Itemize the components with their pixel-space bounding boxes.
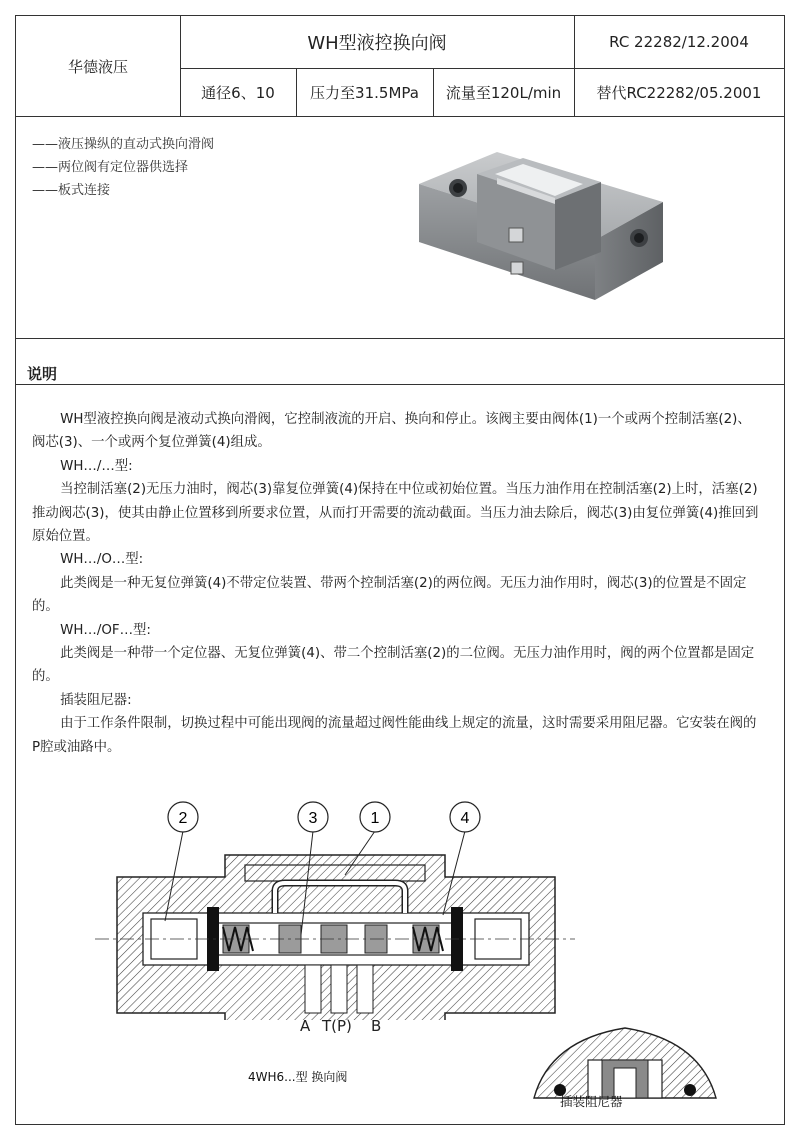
spec-replace: 替代RC22282/05.2001 [596, 83, 762, 102]
feature-item: ——板式连接 [32, 183, 111, 198]
port-label: T(P) [322, 1017, 352, 1035]
divider [180, 16, 181, 116]
callout-label: 2 [178, 810, 188, 827]
feature-item: ——两位阀有定位器供选择 [32, 160, 189, 175]
divider [296, 68, 297, 116]
doc-title: WH型液控换向阀 [307, 33, 447, 54]
description-subheading: WH…/O…型: [60, 552, 144, 568]
valve-product-photo [405, 150, 675, 315]
description-subheading: WH…/OF…型: [60, 622, 151, 638]
port-label: B [371, 1017, 382, 1035]
divider [16, 338, 784, 339]
description-paragraph: WH型液控换向阀是液动式换向滑阀，它控制液流的开启、换向和停止。该阀主要由阀体(1)一个或两个控制活塞(2)、阀芯(3)、一个或两个复位弹簧(4)组成。 [32, 412, 751, 451]
divider [16, 116, 784, 117]
damper-detail-drawing [530, 1020, 720, 1100]
description-subheading: WH…/…型: [60, 458, 133, 474]
description-paragraph: 由于工作条件限制，切换过程中可能出现阀的流量超过阀性能曲线上规定的流量，这时需要采用阻尼器。它安装在阀的P腔或油路中。 [32, 716, 757, 755]
doc-code: RC 22282/12.2004 [609, 33, 749, 51]
description-paragraph: 此类阀是一种带一个定位器、无复位弹簧(4)、带二个控制活塞(2)的二位阀。无压力油作用时，阀的两个位置都是固定的。 [32, 646, 755, 685]
description-subheading: 插装阻尼器: [60, 692, 132, 708]
port-label: A [300, 1017, 311, 1035]
company-name: 华德液压 [67, 57, 128, 76]
description [32, 408, 762, 759]
feature-list [32, 133, 214, 202]
spec-pressure: 压力至31.5MPa [310, 83, 419, 102]
callout-label: 3 [308, 810, 318, 827]
description-paragraph: 此类阀是一种无复位弹簧(4)不带定位装置、带两个控制活塞(2)的两位阀。无压力油作用时，阀芯(3)的位置是不固定的。 [32, 575, 747, 615]
feature-item: ——液压操纵的直动式换向滑阀 [32, 137, 215, 152]
header-table [16, 16, 784, 116]
spec-flow: 流量至120L/min [445, 83, 562, 102]
callout-label: 4 [460, 810, 470, 827]
spec-size: 通径6、10 [201, 83, 275, 102]
divider [433, 68, 434, 116]
detail-caption: 插装阻尼器 [560, 1094, 623, 1109]
description-paragraph: 当控制活塞(2)无压力油时，阀芯(3)靠复位弹簧(4)保持在中位或初始位置。当压力油作用在控制活塞(2)上时，活塞(2)推动阀芯(3)，使其由静止位置移到所要求位置，从而打开需要的流动截面。当压力油去除后，阀芯(3)由复位弹簧(4)推回到原始位置。 [32, 482, 759, 545]
valve-section-drawing [95, 795, 575, 1020]
callout-label: 1 [370, 810, 380, 827]
divider [574, 16, 575, 116]
section-title: 说明 [27, 365, 58, 383]
divider [180, 68, 784, 69]
divider [16, 384, 784, 385]
drawing-caption: 4WH6...型 换向阀 [248, 1070, 348, 1084]
